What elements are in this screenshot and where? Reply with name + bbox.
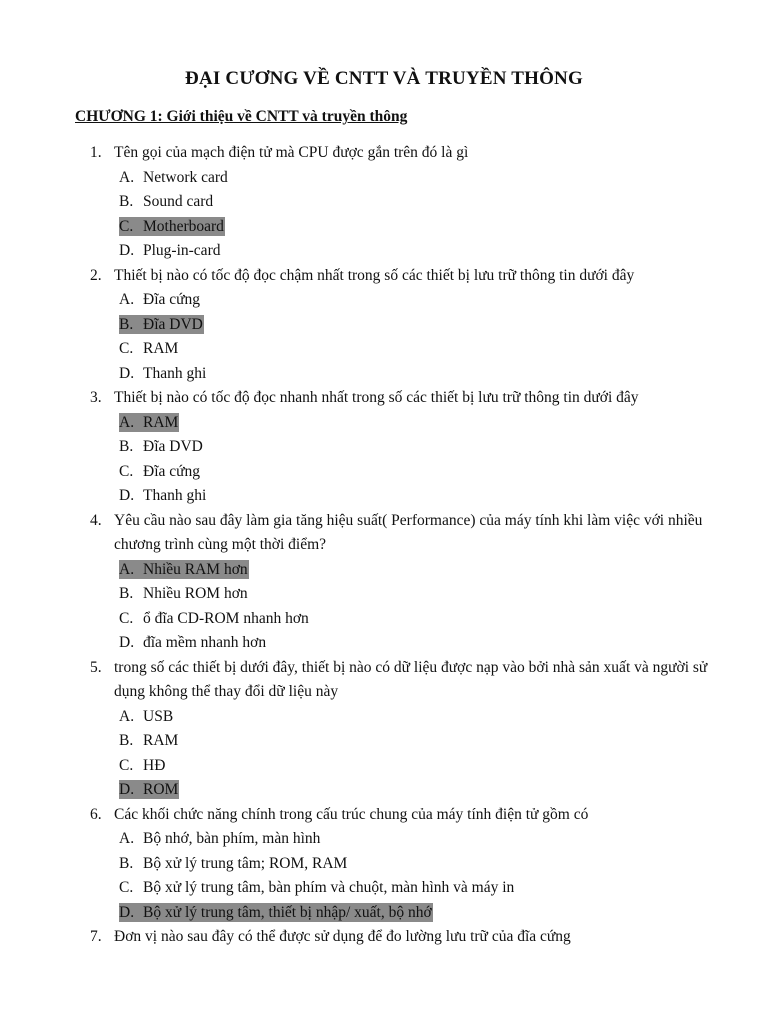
question-stem: Thiết bị nào có tốc độ đọc chậm nhất trong số các thiết bị lưu trữ thông tin dưới đây — [114, 266, 635, 284]
option-letter: D. — [119, 487, 135, 504]
option-d — [0, 484, 768, 509]
question-text — [0, 656, 768, 705]
option-text: Sound card — [143, 193, 214, 210]
option-text: RAM — [143, 340, 179, 357]
question-number: 6. — [90, 805, 102, 823]
option-letter: D. — [119, 242, 135, 259]
question-text — [0, 803, 768, 828]
document-title: ĐẠI CƯƠNG VỀ CNTT VÀ TRUYỀN THÔNG — [185, 68, 583, 89]
option-text: RAM — [143, 413, 179, 431]
option-b — [0, 582, 768, 607]
question-number: 3. — [90, 389, 102, 406]
option-letter: C. — [119, 879, 134, 896]
question-number: 2. — [90, 266, 102, 284]
option-text: Network card — [143, 168, 228, 186]
option-text: Bộ nhớ, bàn phím, màn hình — [143, 830, 321, 847]
question-6 — [0, 803, 768, 926]
chapter-heading: CHƯƠNG 1: Giới thiệu về CNTT và truyền thông — [75, 108, 408, 125]
option-letter: B. — [119, 315, 134, 333]
question-stem: Thiết bị nào có tốc độ đọc nhanh nhất trong số các thiết bị lưu trữ thông tin dưới đây — [114, 389, 639, 406]
question-text — [0, 925, 768, 950]
question-number: 5. — [90, 658, 102, 676]
option-letter: B. — [119, 438, 134, 455]
option-a — [0, 827, 768, 852]
option-b — [0, 852, 768, 877]
option-b — [0, 435, 768, 460]
option-letter: D. — [119, 781, 135, 798]
question-text — [0, 264, 768, 289]
option-c — [0, 607, 768, 632]
option-a — [0, 411, 768, 436]
option-letter: B. — [119, 854, 134, 872]
option-letter: D. — [119, 364, 135, 382]
option-a — [0, 166, 768, 191]
option-d — [0, 239, 768, 264]
option-c — [0, 215, 768, 240]
question-2 — [0, 264, 768, 387]
option-text: USB — [143, 707, 174, 725]
option-text: ROM — [143, 781, 179, 798]
question-stem: Đơn vị nào sau đây có thể được sử dụng để đo lường lưu trữ của đĩa cứng — [114, 928, 571, 945]
option-a — [0, 558, 768, 583]
option-text: Motherboard — [143, 217, 224, 235]
option-text: đĩa mềm nhanh hơn — [143, 634, 267, 651]
question-stem: Các khối chức năng chính trong cấu trúc chung của máy tính điện tử gồm có — [114, 805, 589, 823]
question-stem: trong số các thiết bị dưới đây, thiết bị nào có dữ liệu được nạp vào bởi nhà sản xuất và người sử dụng không thể thay đổi dữ liệu này — [114, 658, 708, 700]
option-text: Nhiều ROM hơn — [143, 585, 248, 602]
option-letter: A. — [119, 413, 135, 431]
option-letter: A. — [119, 830, 135, 847]
question-text — [0, 509, 768, 558]
option-a — [0, 288, 768, 313]
question-list — [0, 141, 768, 950]
option-list — [0, 558, 768, 656]
option-text: Đĩa cứng — [143, 291, 201, 308]
option-text: ổ đĩa CD-ROM nhanh hơn — [143, 609, 309, 627]
option-text: Bộ xử lý trung tâm; ROM, RAM — [143, 854, 348, 872]
option-c — [0, 754, 768, 779]
option-text: Đĩa DVD — [143, 438, 203, 455]
option-letter: A. — [119, 560, 135, 578]
option-list — [0, 705, 768, 803]
option-text: Thanh ghi — [143, 364, 207, 382]
option-letter: A. — [119, 291, 135, 308]
option-text: Đĩa DVD — [143, 315, 203, 333]
question-stem: Yêu cầu nào sau đây làm gia tăng hiệu suất( Performance) của máy tính khi làm việc với nhiều chương trình cùng một thời điểm? — [114, 511, 703, 553]
question-text — [0, 386, 768, 411]
option-d — [0, 362, 768, 387]
question-5 — [0, 656, 768, 803]
option-text: Plug-in-card — [143, 242, 221, 259]
option-letter: C. — [119, 217, 134, 235]
option-a — [0, 705, 768, 730]
option-letter: B. — [119, 732, 134, 749]
option-c — [0, 460, 768, 485]
option-letter: C. — [119, 340, 134, 357]
question-number: 1. — [90, 144, 102, 161]
option-list — [0, 411, 768, 509]
option-c — [0, 876, 768, 901]
option-text: HĐ — [143, 756, 166, 774]
option-b — [0, 313, 768, 338]
option-list — [0, 827, 768, 925]
option-text: RAM — [143, 732, 179, 749]
option-letter: C. — [119, 756, 134, 774]
option-letter: C. — [119, 609, 134, 627]
question-stem: Tên gọi của mạch điện tử mà CPU được gắn trên đó là gì — [114, 144, 469, 161]
option-letter: B. — [119, 193, 134, 210]
option-text: Bộ xử lý trung tâm, bàn phím và chuột, màn hình và máy in — [143, 879, 515, 896]
option-d — [0, 631, 768, 656]
option-text: Nhiều RAM hơn — [143, 560, 248, 578]
option-letter: B. — [119, 585, 134, 602]
option-letter: A. — [119, 707, 135, 725]
question-7 — [0, 925, 768, 950]
question-text — [0, 141, 768, 166]
question-number: 7. — [90, 928, 102, 945]
option-text: Đĩa cứng — [143, 462, 201, 480]
option-letter: D. — [119, 634, 135, 651]
question-number: 4. — [90, 511, 102, 529]
option-letter: D. — [119, 903, 135, 921]
question-1 — [0, 141, 768, 264]
option-b — [0, 729, 768, 754]
option-d — [0, 901, 768, 926]
option-text: Thanh ghi — [143, 487, 207, 504]
option-b — [0, 190, 768, 215]
option-text: Bộ xử lý trung tâm, thiết bị nhập/ xuất, bộ nhớ — [143, 903, 432, 921]
question-3 — [0, 386, 768, 509]
option-list — [0, 288, 768, 386]
option-list — [0, 166, 768, 264]
question-4 — [0, 509, 768, 656]
option-d — [0, 778, 768, 803]
option-letter: A. — [119, 168, 135, 186]
option-c — [0, 337, 768, 362]
option-letter: C. — [119, 462, 134, 480]
